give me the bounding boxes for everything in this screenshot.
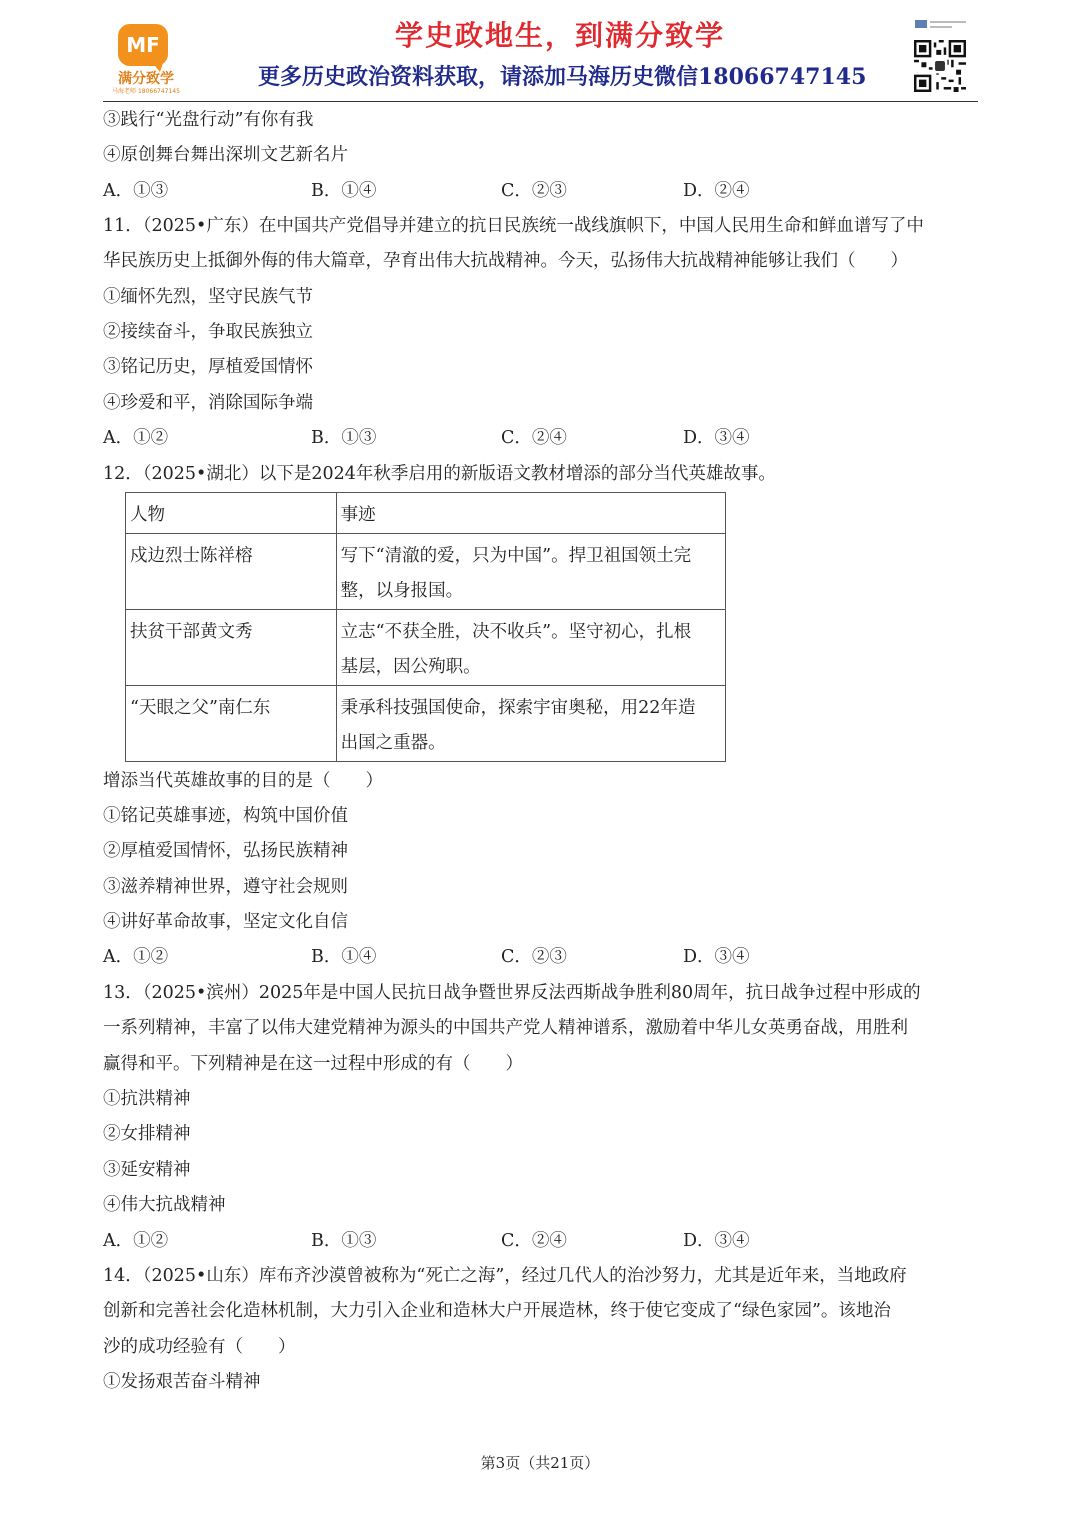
table-header-deed: 事迹: [336, 493, 725, 534]
header-contact: 更多历史政治资料获取，请添加马海历史微信18066747145: [258, 64, 867, 90]
q13-option-c: C．②④: [501, 1231, 567, 1251]
q11-item-4: ④珍爱和平，消除国际争端: [103, 393, 313, 413]
q13-option-d: D．③④: [683, 1231, 750, 1251]
q12-hero-table: [125, 492, 726, 762]
q12-option-c: C．②③: [501, 947, 567, 967]
prev-option-b: B．①④: [311, 181, 377, 201]
deed-line: 立志“不获全胜，决不收兵”。坚守初心，扎根: [340, 622, 692, 642]
q13-item-4: ④伟大抗战精神: [103, 1195, 226, 1215]
q11-option-b: B．①③: [311, 428, 377, 448]
prev-option-a: A．①③: [103, 181, 169, 201]
prev-item-4: ④原创舞台舞出深圳文艺新名片: [103, 145, 348, 165]
table-cell-deed: [336, 686, 725, 762]
table-header-person: 人物: [126, 493, 337, 534]
q12-option-b: B．①④: [311, 947, 377, 967]
q11-option-c: C．②④: [501, 428, 567, 448]
logo-subtitle: 马海老师 18066747145: [112, 88, 180, 95]
q11-option-d: D．③④: [683, 428, 750, 448]
deed-line: 出国之重器。: [340, 733, 446, 753]
table-row: [126, 686, 726, 762]
q12-option-a: A．①②: [103, 947, 169, 967]
q13-option-b: B．①③: [311, 1231, 377, 1251]
q11-stem-line1: 11．（2025•广东）在中国共产党倡导并建立的抗日民族统一战线旗帜下，中国人民用生命和鲜血谱写了中: [103, 216, 924, 236]
table-cell-person: 扶贫干部黄文秀: [126, 610, 337, 686]
logo-badge: MF: [118, 24, 168, 66]
deed-line: 整，以身报国。: [340, 581, 464, 601]
q11-option-a: A．①②: [103, 428, 169, 448]
qr-code-icon: [914, 40, 966, 92]
qr-caption: [915, 18, 969, 34]
q13-stem-line3: 赢得和平。下列精神是在这一过程中形成的有（ ）: [103, 1054, 523, 1074]
q13-item-3: ③延安精神: [103, 1160, 191, 1180]
table-cell-deed: [336, 534, 725, 610]
q12-item-2: ②厚植爱国情怀，弘扬民族精神: [103, 841, 348, 861]
q11-item-1: ①缅怀先烈，坚守民族气节: [103, 287, 313, 307]
logo-name: 满分致学: [118, 71, 174, 87]
q12-question: 增添当代英雄故事的目的是（ ）: [103, 771, 383, 791]
q12-item-4: ④讲好革命故事，坚定文化自信: [103, 912, 348, 932]
q14-item-1: ①发扬艰苦奋斗精神: [103, 1372, 261, 1392]
table-row: [126, 610, 726, 686]
deed-line: 基层，因公殉职。: [340, 657, 481, 677]
q11-item-3: ③铭记历史，厚植爱国情怀: [103, 357, 313, 377]
q13-stem-line2: 一系列精神，丰富了以伟大建党精神为源头的中国共产党人精神谱系，激励着中华儿女英勇奋战，用胜利: [103, 1018, 908, 1038]
q12-item-3: ③滋养精神世界，遵守社会规则: [103, 877, 348, 897]
table-row: [126, 534, 726, 610]
deed-line: 写下“清澈的爱，只为中国”。捍卫祖国领土完: [340, 546, 692, 566]
table-header-row: [126, 493, 726, 534]
deed-line: 秉承科技强国使命，探索宇宙奥秘，用22年造: [340, 698, 696, 718]
q14-stem-line1: 14．（2025•山东）库布齐沙漠曾被称为“死亡之海”，经过几代人的治沙努力，尤其是近年来，当地政府: [103, 1266, 907, 1286]
prev-option-c: C．②③: [501, 181, 567, 201]
q14-stem-line3: 沙的成功经验有（ ）: [103, 1337, 296, 1357]
q13-option-a: A．①②: [103, 1231, 169, 1251]
q13-item-2: ②女排精神: [103, 1124, 191, 1144]
q12-stem: 12．（2025•湖北）以下是2024年秋季启用的新版语文教材增添的部分当代英雄故事。: [103, 464, 776, 484]
q11-item-2: ②接续奋斗，争取民族独立: [103, 322, 313, 342]
q13-stem-line1: 13．（2025•滨州）2025年是中国人民抗日战争暨世界反法西斯战争胜利80周年，抗日战争过程中形成的: [103, 983, 921, 1003]
q13-item-1: ①抗洪精神: [103, 1089, 191, 1109]
q12-item-1: ①铭记英雄事迹，构筑中国价值: [103, 806, 348, 826]
prev-item-3: ③践行“光盘行动”有你有我: [103, 110, 314, 130]
header-slogan: 学史政地生，到满分致学: [394, 19, 725, 52]
page-footer: 第3页（共21页）: [480, 1454, 600, 1472]
table-cell-person: 戍边烈士陈祥榕: [126, 534, 337, 610]
table-cell-person: “天眼之父”南仁东: [126, 686, 337, 762]
table-cell-deed: [336, 610, 725, 686]
prev-option-d: D．②④: [683, 181, 750, 201]
q11-stem-line2: 华民族历史上抵御外侮的伟大篇章，孕育出伟大抗战精神。今天，弘扬伟大抗战精神能够让我们（ ）: [103, 251, 908, 271]
header-divider: [103, 101, 978, 102]
q12-option-d: D．③④: [683, 947, 750, 967]
q14-stem-line2: 创新和完善社会化造林机制，大力引入企业和造林大户开展造林，终于使它变成了“绿色家园”。该地治: [103, 1301, 891, 1321]
